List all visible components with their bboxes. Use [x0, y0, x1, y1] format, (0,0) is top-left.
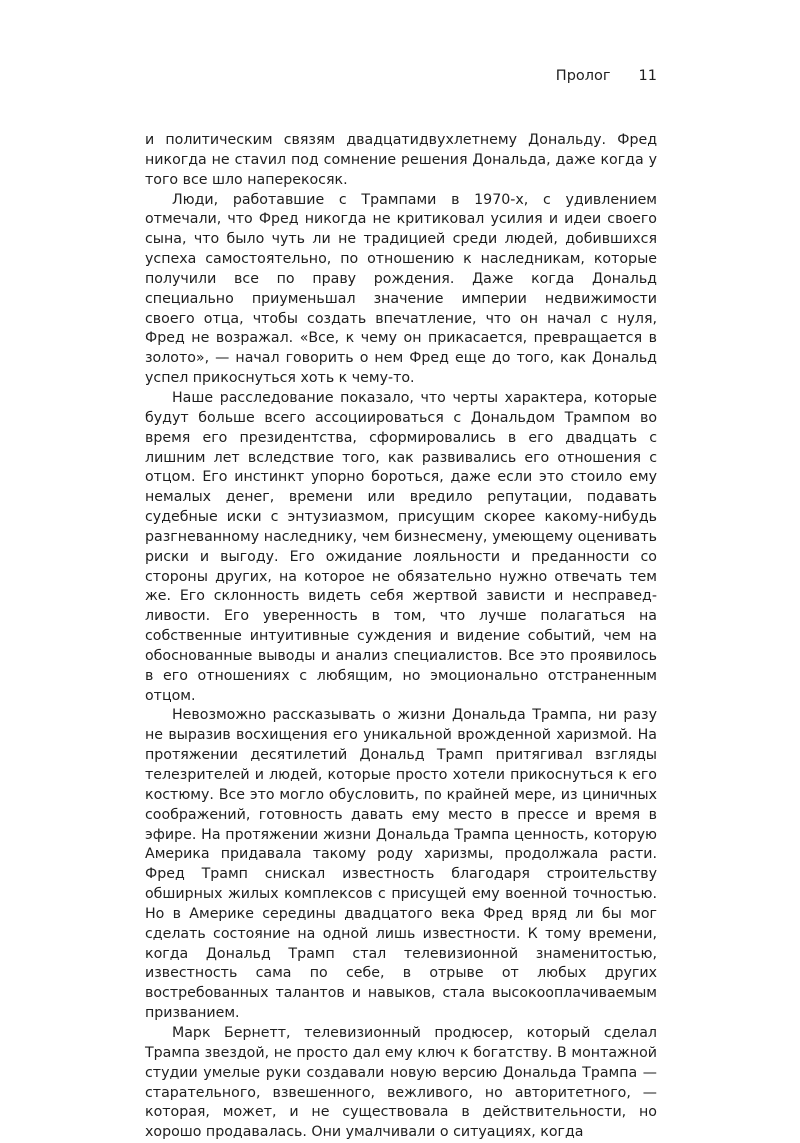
- paragraph: Люди, работавшие с Трампами в 1970-х, с удивлением отмечали, что Фред никогда не критиковал усилия и идеи своего сына, что было чуть ли не традицией среди людей, добившихся успеха самостоятельно, по отношению к наследникам, которые получили все по праву рождения. Даже когда Дональд специально приуменьшал значение империи недвижимости своего отца, чтобы создать впечатление, что он начал с нуля, Фред не возражал. «Все, к чему он прикасается, превращается в золото», — начал говорить о нем Фред еще до того, как Дональд успел прикоснуться хоть к чему-то.: [145, 191, 657, 387]
- running-header: [556, 66, 657, 86]
- text-body: [145, 131, 657, 1143]
- page-number: 11: [638, 68, 657, 84]
- chapter-title: Пролог: [555, 68, 611, 84]
- paragraph: и политическим связям двадцатидвухлетнему Дональду. Фред никогда не стаvил под сомнение решения Дональда, даже когда у того все шло наперекосяк.: [145, 132, 657, 188]
- paragraph: Марк Бернетт, телевизионный продюсер, который сделал Трампа звездой, не просто дал ему ключ к богатству. В монтажной студии умелые руки создавали новую версию Дональда Трампа — старательного, взвешенного, вежливого, но авторитетного, — которая, может, и не существовала в действительности, но хорошо продавалась. Они умалчивали о ситуациях, когда: [145, 1024, 657, 1141]
- paragraph: Наше расследование показало, что черты характера, которые будут больше всего ассоциироваться с Дональдом Трампом во время его президентства, сформировались в его двадцать с лишним лет вследствие того, как развивались его отношения с отцом. Его инстинкт упорно бороться, даже если это стоило ему немалых денег, времени или вредило репутации, подавать судебные иски с энтузиазмом, присущим скорее какому-нибудь разгневанному наследнику, чем бизнесмену, умеющему оценивать риски и выгоду. Его ожидание лояльности и преданности со стороны других, на которое не обязательно нужно отвечать тем же. Его склонность видеть себя жертвой зависти и несправедливости. Его уверенность в том, что лучше полагаться на собственные интуитивные суждения и видение событий, чем на обоснованные выводы и анализ специалистов. Все это проявилось в его отношениях с любящим, но эмоционально отстраненным отцом.: [145, 389, 657, 704]
- paragraph: Невозможно рассказывать о жизни Дональда Трампа, ни разу не выразив восхищения его уникальной врожденной харизмой. На протяжении десятилетий Дональд Трамп притягивал взгляды телезрителей и людей, которые просто хотели прикоснуться к его костюму. Все это могло обусловить, по крайней мере, из циничных соображений, готовность давать ему место в прессе и время в эфире. На протяжении жизни Дональда Трампа ценность, которую Америка придавала такому роду харизмы, продолжала расти. Фред Трамп снискал известность благодаря строительству обширных жилых комплексов с присущей ему военной точностью. Но в Америке середины двадцатого века Фред вряд ли бы мог сделать состояние на одной лишь известности. К тому времени, когда Дональд Трамп стал телевизионной знаменитостью, известность сама по себе, в отрыве от любых других востребованных талантов и навыков, стала высокооплачиваемым призванием.: [145, 707, 657, 1022]
